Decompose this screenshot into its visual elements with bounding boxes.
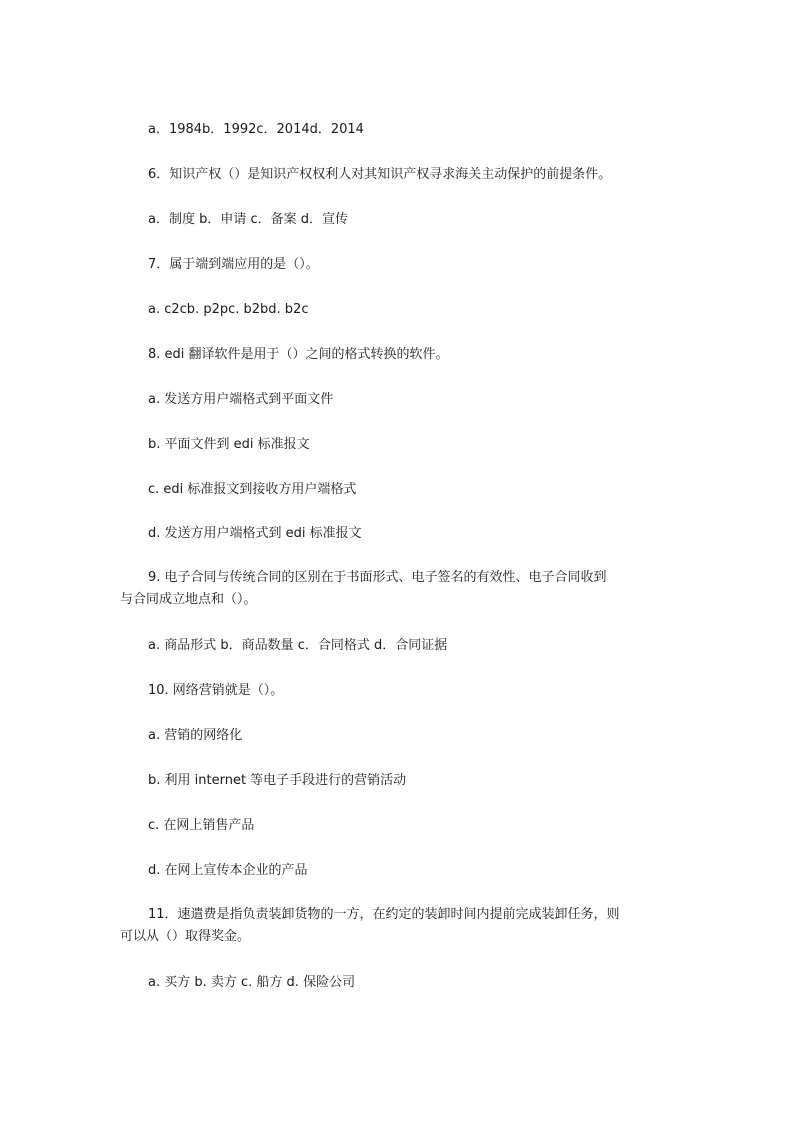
q5-options: a．1984b．1992c．2014d．2014 (148, 122, 364, 137)
q9-options: a. 商品形式 b．商品数量 c．合同格式 d．合同证据 (148, 638, 448, 653)
q10-option-b: b. 利用 internet 等电子手段进行的营销活动 (148, 773, 407, 788)
q8-option-b: b. 平面文件到 edi 标准报文 (148, 437, 310, 452)
q11-line-1: 11．速遣费是指负责装卸货物的一方，在约定的装卸时间内提前完成装卸任务，则 (148, 907, 620, 922)
q10-option-d: d. 在网上宣传本企业的产品 (148, 863, 308, 878)
q8-option-c: c. edi 标准报文到接收方用户端格式 (148, 482, 357, 497)
q10-question: 10. 网络营销就是（）。 (148, 683, 284, 698)
q9-line-2: 与合同成立地点和（）。 (120, 592, 257, 607)
q11-options: a. 买方 b. 卖方 c. 船方 d. 保险公司 (148, 975, 356, 990)
q8-option-a: a. 发送方用户端格式到平面文件 (148, 392, 334, 407)
q11-line-2: 可以从（）取得奖金。 (120, 929, 251, 944)
q8-option-d: d. 发送方用户端格式到 edi 标准报文 (148, 526, 362, 541)
q7-question: 7．属于端到端应用的是（）。 (148, 257, 319, 272)
q11-question (120, 904, 680, 948)
q8-question: 8. edi 翻译软件是用于（）之间的格式转换的软件。 (148, 347, 449, 362)
q10-option-c: c. 在网上销售产品 (148, 818, 255, 833)
q6-options: a．制度 b．申请 c．备案 d．宣传 (148, 212, 349, 227)
q10-option-a: a. 营销的网络化 (148, 728, 243, 743)
q7-options: a. c2cb. p2pc. b2bd. b2c (148, 302, 309, 317)
q9-question (120, 567, 680, 611)
q6-question: 6．知识产权（）是知识产权权利人对其知识产权寻求海关主动保护的前提条件。 (148, 167, 612, 182)
q9-line-1: 9. 电子合同与传统合同的区别在于书面形式、电子签名的有效性、电子合同收到 (148, 570, 607, 585)
